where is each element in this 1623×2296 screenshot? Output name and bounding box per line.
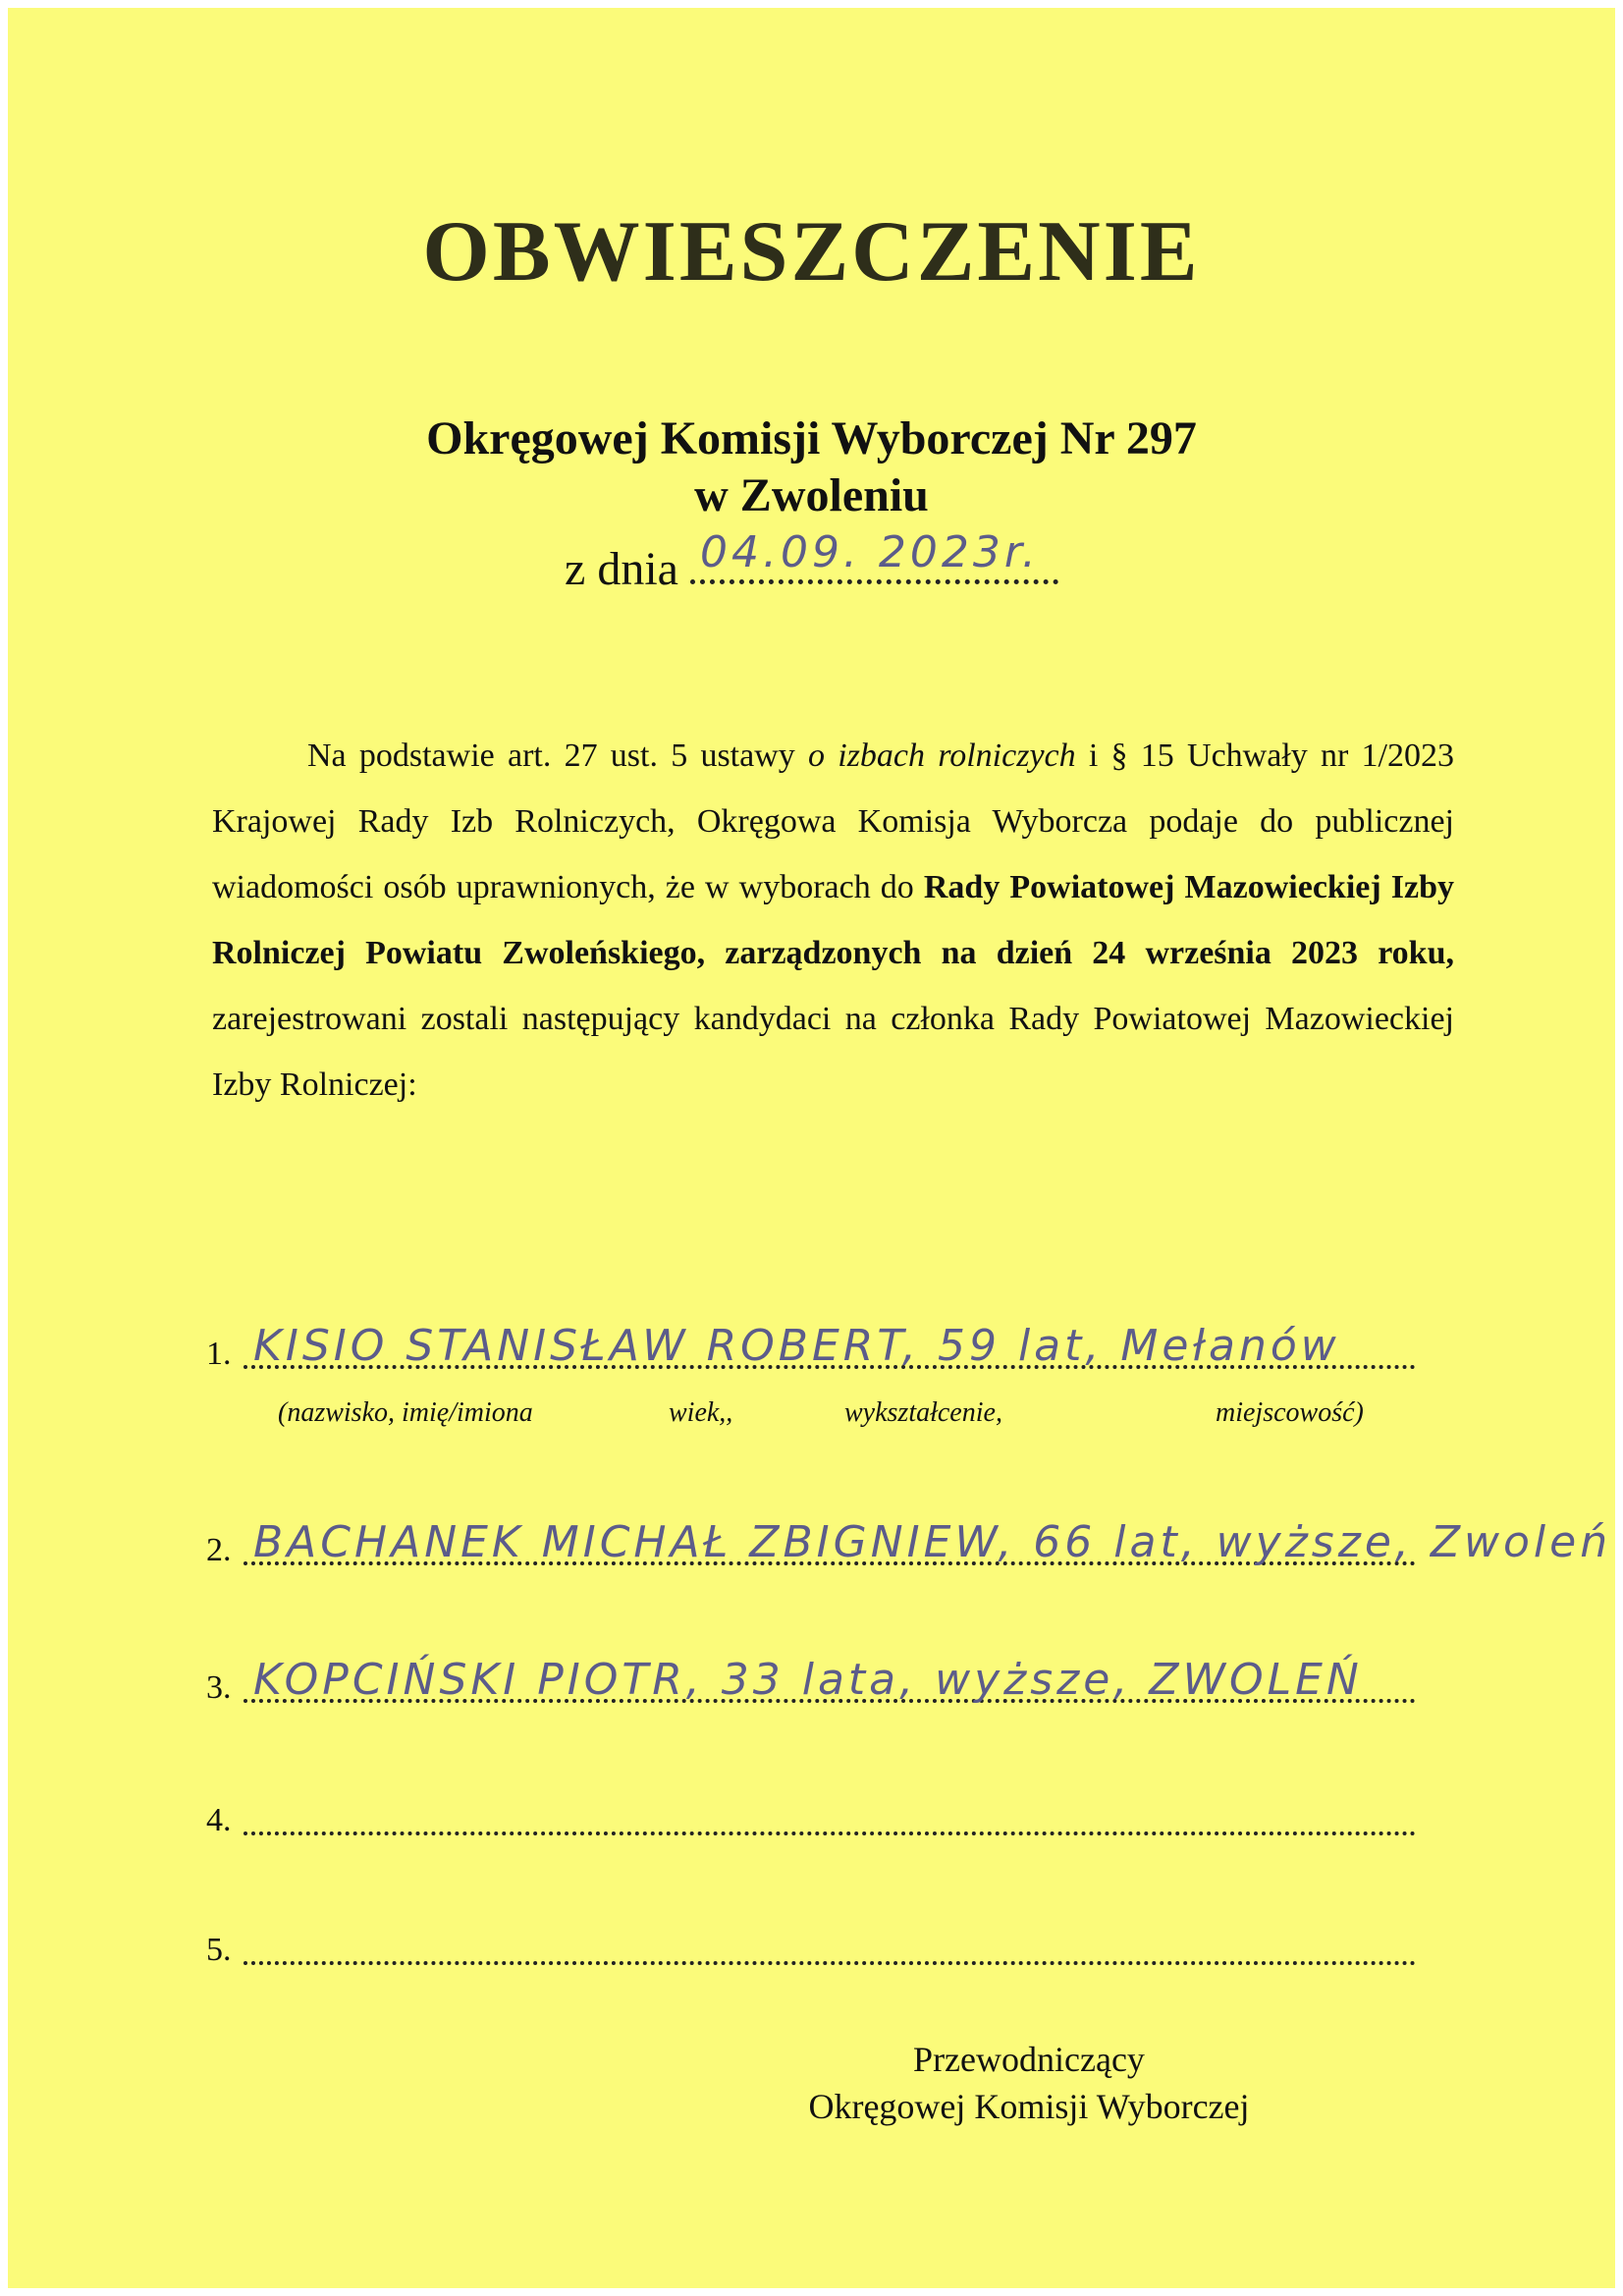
body-part-3: i § 15 Uchwały nr 1/2023 Krajowej Rady Izb Rolniczych, Okręgowa Komisja Wyborcza podaje do publicznej wiadomości osób uprawnionych, że w wyborach do <box>212 738 1454 905</box>
notice-date <box>8 527 1615 598</box>
body-council-name: Rady Powiatowej Mazowieckiej Izby Rolniczej Powiatu Zwoleńskiego, zarządzonych na dzień 24 września 2023 roku, <box>212 869 1454 971</box>
candidate-number: 4. <box>206 1802 232 1838</box>
body-part-5: zarejestrowani zostali następujący kandydaci na członka Rady Powiatowej Mazowieckiej Izby Rolniczej: <box>212 1001 1454 1103</box>
candidate-row <box>206 1920 1416 1969</box>
candidate-number: 2. <box>206 1532 232 1568</box>
date-dotted-field <box>690 527 1058 584</box>
candidate-handwritten: KISIO STANISŁAW ROBERT, 59 lat, Mełanów <box>253 1321 1340 1371</box>
body-act-title: o izbach rolniczych <box>808 738 1076 774</box>
committee-heading <box>8 410 1615 524</box>
notice-body <box>212 723 1454 1118</box>
legend-place: miejscowość) <box>1216 1397 1364 1428</box>
candidate-row <box>206 1321 1416 1373</box>
date-label: z dnia <box>565 543 678 595</box>
legend-education: wykształcenie, <box>844 1397 1002 1428</box>
legend-age: wiek,, <box>669 1397 733 1428</box>
candidate-handwritten: KOPCIŃSKI PIOTR, 33 lata, wyższe, ZWOLEŃ <box>253 1655 1363 1705</box>
candidate-dotted-line <box>243 1961 1416 1965</box>
candidate-number: 1. <box>206 1336 232 1372</box>
candidate-number: 5. <box>206 1932 232 1968</box>
candidate-row <box>206 1790 1416 1839</box>
committee-location: w Zwoleniu <box>694 469 929 521</box>
candidate-dotted-line <box>243 1831 1416 1835</box>
signature-committee: Okręgowej Komisji Wyborczej <box>808 2087 1250 2126</box>
candidate-row <box>206 1655 1416 1707</box>
body-part-1: Na podstawie art. 27 ust. 5 ustawy <box>307 738 809 774</box>
notice-title: OBWIESZCZENIE <box>422 204 1201 300</box>
signature-block <box>774 2036 1284 2130</box>
signature-role: Przewodniczący <box>913 2040 1145 2079</box>
candidate-row <box>206 1517 1612 1569</box>
candidate-handwritten: BACHANEK MICHAŁ ZBIGNIEW, 66 lat, wyższe, Zwoleń <box>253 1517 1612 1567</box>
notice-sheet <box>8 8 1615 2288</box>
candidate-number: 3. <box>206 1669 232 1706</box>
legend-name: (nazwisko, imię/imiona <box>278 1397 533 1428</box>
date-handwritten: 04.09. 2023r. <box>699 527 1040 577</box>
committee-name: Okręgowej Komisji Wyborczej Nr 297 <box>426 412 1197 465</box>
